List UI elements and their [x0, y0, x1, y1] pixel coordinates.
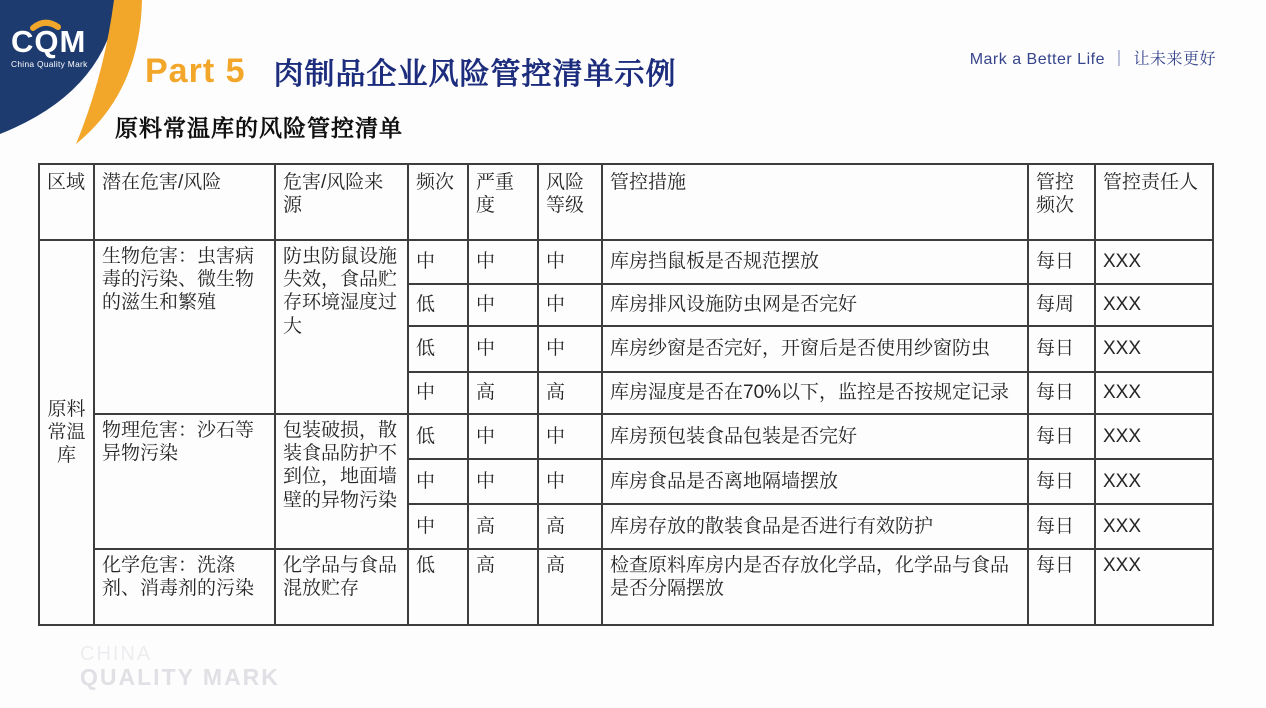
cell-frequency: 中 [408, 240, 468, 284]
cell-severity: 中 [468, 414, 538, 459]
page-title: 肉制品企业风险管控清单示例 [273, 58, 677, 91]
cell-owner: XXX [1095, 284, 1213, 326]
cell-source: 包装破损，散装食品防护不到位，地面墙壁的异物污染 [275, 414, 408, 549]
cell-frequency: 中 [408, 372, 468, 414]
cell-control-frequency: 每日 [1028, 372, 1095, 414]
cell-frequency: 低 [408, 549, 468, 625]
cell-control-frequency: 每日 [1028, 414, 1095, 459]
cell-measure: 库房挡鼠板是否规范摆放 [602, 240, 1028, 284]
cell-severity: 中 [468, 459, 538, 504]
col-header-hazard: 潜在危害/风险 [94, 164, 275, 240]
cell-owner: XXX [1095, 549, 1213, 625]
table-row [39, 414, 1213, 459]
cell-owner: XXX [1095, 459, 1213, 504]
logo-tagline: China Quality Mark [11, 59, 88, 69]
col-header-control-frequency: 管控频次 [1028, 164, 1095, 240]
cell-owner: XXX [1095, 240, 1213, 284]
watermark [80, 643, 280, 690]
table-row [39, 240, 1213, 284]
cell-risk-level: 中 [538, 326, 602, 372]
risk-control-table [38, 163, 1214, 626]
cell-frequency: 低 [408, 414, 468, 459]
cell-owner: XXX [1095, 504, 1213, 549]
cell-measure: 库房存放的散装食品是否进行有效防护 [602, 504, 1028, 549]
col-header-owner: 管控责任人 [1095, 164, 1213, 240]
cell-risk-level: 中 [538, 240, 602, 284]
cell-frequency: 中 [408, 504, 468, 549]
cell-owner: XXX [1095, 372, 1213, 414]
cell-severity: 中 [468, 240, 538, 284]
cell-control-frequency: 每日 [1028, 240, 1095, 284]
cell-severity: 高 [468, 372, 538, 414]
cell-risk-level: 中 [538, 284, 602, 326]
slide-subtitle: 原料常温库的风险管控清单 [115, 116, 403, 141]
brand-slogan-separator: ｜ [1110, 51, 1128, 68]
cell-control-frequency: 每日 [1028, 504, 1095, 549]
cell-control-frequency: 每日 [1028, 459, 1095, 504]
watermark-line1: CHINA [80, 643, 153, 665]
cell-area: 原料常温库 [39, 240, 94, 625]
cell-measure: 库房食品是否离地隔墙摆放 [602, 459, 1028, 504]
cell-severity: 高 [468, 549, 538, 625]
brand-slogan-en: Mark a Better Life [969, 51, 1105, 68]
part-label: Part 5 [145, 51, 246, 90]
cell-risk-level: 高 [538, 549, 602, 625]
cell-measure: 库房排风设施防虫网是否完好 [602, 284, 1028, 326]
brand-slogan [970, 46, 1216, 69]
header [145, 48, 677, 94]
cell-measure: 检查原料库房内是否存放化学品，化学品与食品是否分隔摆放 [602, 549, 1028, 625]
col-header-source: 危害/风险来源 [275, 164, 408, 240]
cell-owner: XXX [1095, 326, 1213, 372]
cell-measure: 库房预包装食品包装是否完好 [602, 414, 1028, 459]
cell-control-frequency: 每日 [1028, 326, 1095, 372]
cell-source: 化学品与食品混放贮存 [275, 549, 408, 625]
cell-risk-level: 高 [538, 372, 602, 414]
table-header-row [39, 164, 1213, 240]
cell-severity: 中 [468, 284, 538, 326]
table-row [39, 549, 1213, 625]
watermark-line2: QUALITY MARK [80, 664, 280, 690]
cell-frequency: 中 [408, 459, 468, 504]
cell-control-frequency: 每日 [1028, 549, 1095, 625]
col-header-measures: 管控措施 [602, 164, 1028, 240]
logo-text: CQM [11, 24, 87, 59]
col-header-risk-level: 风险等级 [538, 164, 602, 240]
cell-control-frequency: 每周 [1028, 284, 1095, 326]
col-header-frequency: 频次 [408, 164, 468, 240]
brand-slogan-cn: 让未来更好 [1133, 51, 1216, 68]
cell-hazard: 化学危害：洗涤剂、消毒剂的污染 [94, 549, 275, 625]
cell-measure: 库房纱窗是否完好，开窗后是否使用纱窗防虫 [602, 326, 1028, 372]
cell-hazard: 物理危害：沙石等异物污染 [94, 414, 275, 549]
col-header-area: 区域 [39, 164, 94, 240]
cell-severity: 中 [468, 326, 538, 372]
cell-risk-level: 中 [538, 459, 602, 504]
cell-source: 防虫防鼠设施失效，食品贮存环境湿度过大 [275, 240, 408, 414]
cell-risk-level: 中 [538, 414, 602, 459]
cell-risk-level: 高 [538, 504, 602, 549]
cell-owner: XXX [1095, 414, 1213, 459]
cell-severity: 高 [468, 504, 538, 549]
cell-measure: 库房湿度是否在70%以下，监控是否按规定记录 [602, 372, 1028, 414]
cell-frequency: 低 [408, 326, 468, 372]
cell-hazard: 生物危害：虫害病毒的污染、微生物的滋生和繁殖 [94, 240, 275, 414]
cell-frequency: 低 [408, 284, 468, 326]
col-header-severity: 严重度 [468, 164, 538, 240]
